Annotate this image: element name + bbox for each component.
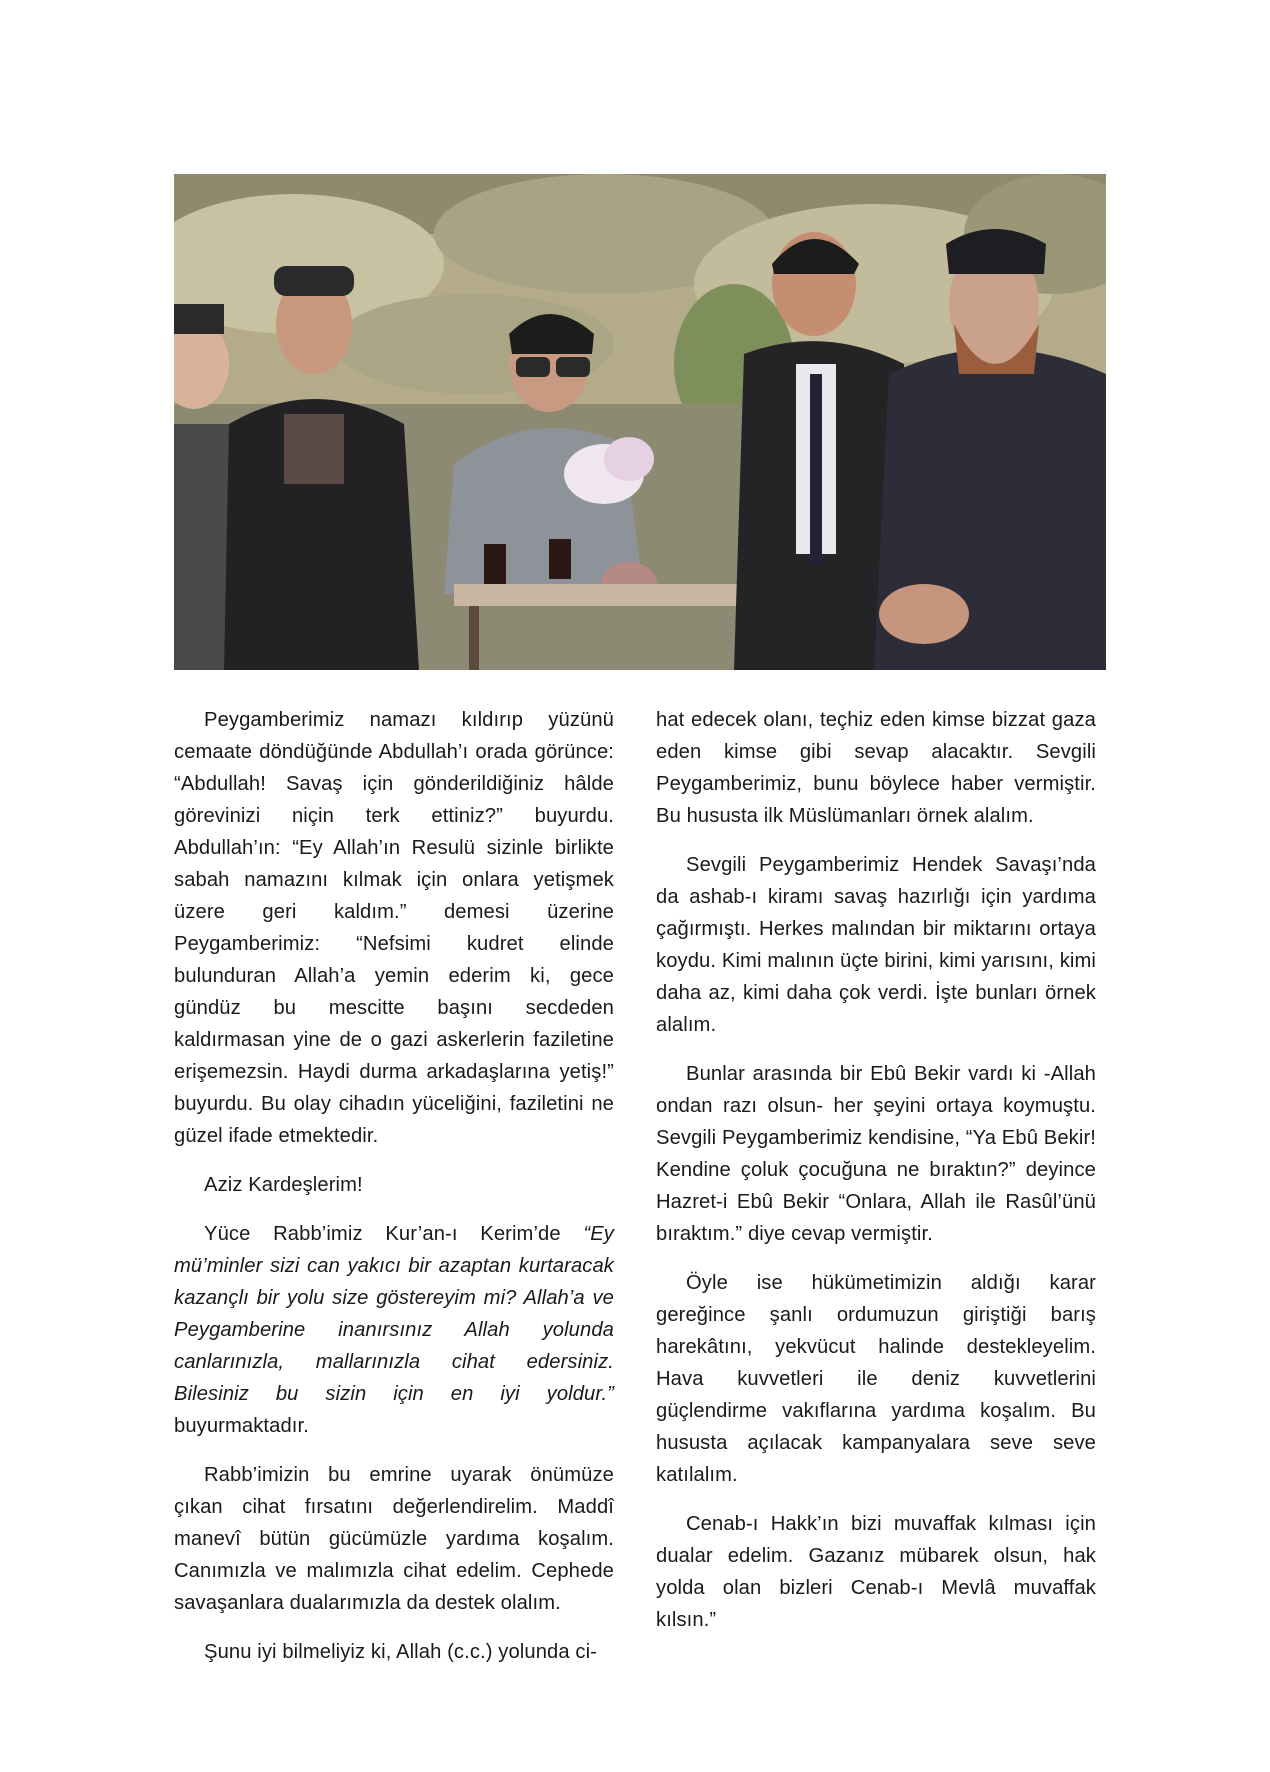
quote-text: “Ey mü’minler sizi can yakıcı bir azaptan kurtaracak kazançlı bir yolu size göstereyim mi? Allah’a ve Peygamberine inanırsınız Allah yolunda canlarınızla, mallarınızla cihat edersiniz. Bilesiniz bu sizin için en iyi yoldur.” [174, 1223, 614, 1405]
paragraph: Bunlar arasında bir Ebû Bekir vardı ki -Allah ondan razı olsun- her şeyini ortaya koymuştu. Sevgili Peygamberimiz kendisine, “Ya Ebû Bekir! Kendine çoluk çocuğuna ne bıraktın?” deyince Hazret-i Ebû Bekir “Onlara, Allah ile Rasûl’ünü bıraktım.” diye cevap vermiştir. [656, 1063, 1096, 1245]
quote-tail: buyurmaktadır. [174, 1415, 309, 1437]
paragraph: Sevgili Peygamberimiz Hendek Savaşı’nda da ashab-ı kiramı savaş hazırlığı için yardıma çağırmıştı. Herkes malından bir miktarını ortaya koydu. Kimi malının üçte birini, kimi yarısını, kimi daha az, kimi daha çok verdi. İşte bunları örnek alalım. [656, 854, 1096, 1036]
group-photo-illustration [174, 174, 1106, 670]
paragraph: Rabb’imizin bu emrine uyarak önümüze çıkan cihat fırsatını değerlendirelim. Maddî manevî bütün gücümüzle yardıma koşalım. Canımızla ve malımızla cihat edelim. Cephede savaşanlara dualarımızla da destek olalım. [174, 1464, 614, 1614]
paragraph-quran-quote [174, 1218, 614, 1442]
paragraph: Peygamberimiz namazı kıldırıp yüzünü cemaate döndüğünde Abdullah’ı orada görünce: “Abdullah! Savaş için gönderildiğiniz hâlde görevinizi niçin terk ettiniz?” buyurdu. Abdullah’ın: “Ey Allah’ın Resulü sizinle birlikte sabah namazını kılmak için onlara yetişmek üzere geri kaldım.” demesi üzerine Peygamberimiz: “Nefsimi kudret elinde bulunduran Allah’a yemin ederim ki, gece gündüz bu mescitte başını secdeden kaldırmasan yine de o gazi askerlerin faziletine erişemezsin. Haydi durma arkadaşlarına yetiş!” buyurdu. Bu olay cihadın yüceliğini, faziletini ne güzel ifade etmektedir. [174, 709, 614, 1147]
right-text-column [656, 704, 1096, 1636]
left-text-column [174, 704, 614, 1668]
paragraph-continuation: hat edecek olanı, teçhiz eden kimse bizzat gaza eden kimse gibi sevap alacaktır. Sevgili Peygamberimiz, bunu böylece haber vermiştir. Bu hususta ilk Müslümanları örnek alalım. [656, 709, 1096, 827]
paragraph: Şunu iyi bilmeliyiz ki, Allah (c.c.) yolunda ci- [204, 1641, 597, 1663]
group-photo [174, 174, 1106, 670]
quote-lead: Yüce Rabb’imiz Kur’an-ı Kerim’de [204, 1223, 584, 1245]
paragraph: Öyle ise hükümetimizin aldığı karar gereğince şanlı ordumuzun giriştiği barış harekâtını, yekvücut halinde destekleyelim. Hava kuvvetleri ile deniz kuvvetlerini güçlendirme vakıflarına yardıma koşalım. Bu hususta açılacak kampanyalara seve seve katılalım. [656, 1272, 1096, 1486]
paragraph: Cenab-ı Hakk’ın bizi muvaffak kılması için dualar edelim. Gazanız mübarek olsun, hak yolda olan bizleri Cenab-ı Mevlâ muvaffak kılsın.” [656, 1513, 1096, 1631]
paragraph-salutation: Aziz Kardeşlerim! [204, 1174, 363, 1196]
